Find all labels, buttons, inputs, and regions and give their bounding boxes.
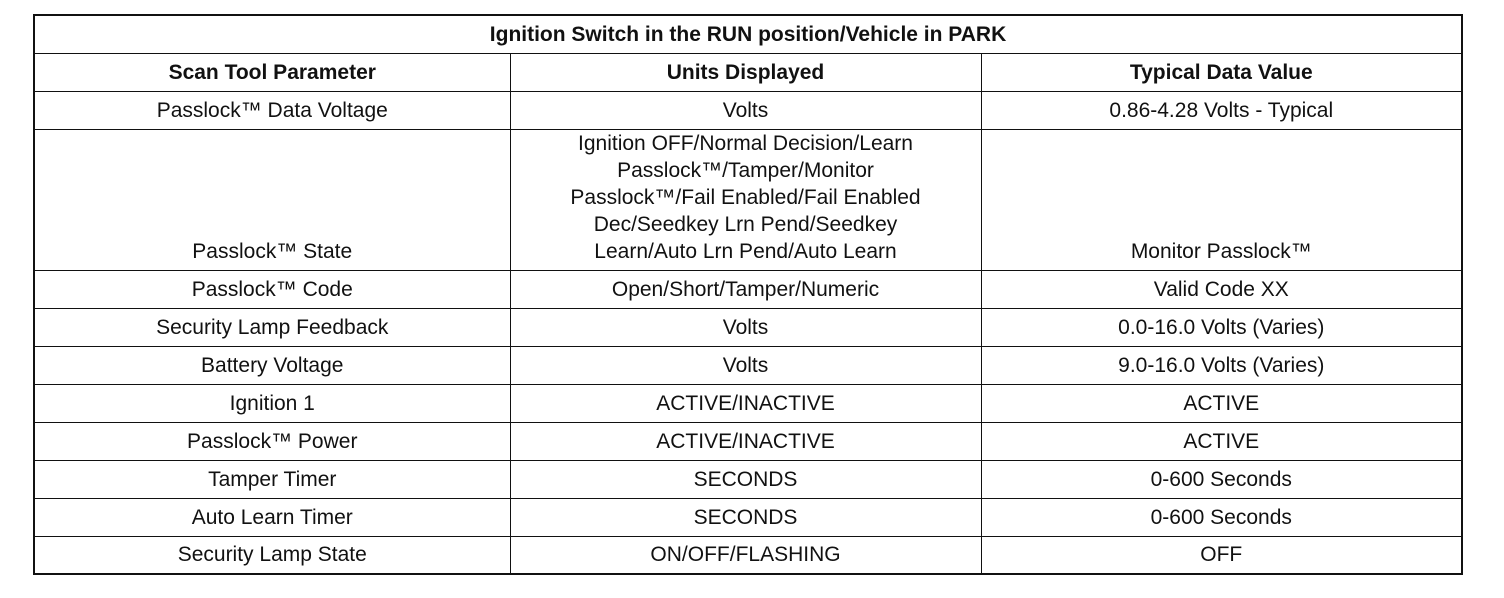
header-units-displayed: Units Displayed — [510, 53, 981, 91]
units-cell: Ignition OFF/Normal Decision/Learn Passlock™/Tamper/Monitor Passlock™/Fail Enabled/Fail Enabled Dec/Seedkey Lrn Pend/Seedkey Learn/Auto Lrn Pend/Auto Learn — [510, 129, 981, 270]
typical-value-cell: 9.0-16.0 Volts (Varies) — [981, 346, 1462, 384]
parameter-cell: Security Lamp State — [34, 536, 510, 574]
typical-value-cell: OFF — [981, 536, 1462, 574]
table-row — [34, 384, 1462, 422]
units-cell: ACTIVE/INACTIVE — [510, 384, 981, 422]
units-cell: ACTIVE/INACTIVE — [510, 422, 981, 460]
units-cell: ON/OFF/FLASHING — [510, 536, 981, 574]
header-scan-tool-parameter: Scan Tool Parameter — [34, 53, 510, 91]
units-cell: Open/Short/Tamper/Numeric — [510, 270, 981, 308]
table-row — [34, 536, 1462, 574]
parameter-cell: Passlock™ Data Voltage — [34, 91, 510, 129]
typical-value-cell: 0.0-16.0 Volts (Varies) — [981, 308, 1462, 346]
typical-value-cell: ACTIVE — [981, 422, 1462, 460]
parameter-cell: Security Lamp Feedback — [34, 308, 510, 346]
table-row — [34, 460, 1462, 498]
table-row — [34, 91, 1462, 129]
typical-value-cell: 0-600 Seconds — [981, 498, 1462, 536]
table-title: Ignition Switch in the RUN position/Vehicle in PARK — [34, 15, 1462, 53]
typical-value-cell: Valid Code XX — [981, 270, 1462, 308]
units-cell: SECONDS — [510, 498, 981, 536]
typical-value-cell: 0.86-4.28 Volts - Typical — [981, 91, 1462, 129]
table-row — [34, 422, 1462, 460]
table-row — [34, 270, 1462, 308]
table-header-row — [34, 53, 1462, 91]
parameter-cell: Ignition 1 — [34, 384, 510, 422]
units-cell: Volts — [510, 91, 981, 129]
scan-tool-data-table — [33, 14, 1463, 575]
typical-value-cell: 0-600 Seconds — [981, 460, 1462, 498]
table-row — [34, 308, 1462, 346]
typical-value-cell: Monitor Passlock™ — [981, 129, 1462, 270]
table-row — [34, 498, 1462, 536]
parameter-cell: Passlock™ State — [34, 129, 510, 270]
units-cell: SECONDS — [510, 460, 981, 498]
parameter-cell: Passlock™ Code — [34, 270, 510, 308]
units-cell: Volts — [510, 308, 981, 346]
units-cell: Volts — [510, 346, 981, 384]
typical-value-cell: ACTIVE — [981, 384, 1462, 422]
header-typical-data-value: Typical Data Value — [981, 53, 1462, 91]
table-title-row — [34, 15, 1462, 53]
table-row — [34, 346, 1462, 384]
parameter-cell: Tamper Timer — [34, 460, 510, 498]
scan-tool-data-sheet — [33, 14, 1461, 575]
table-row — [34, 129, 1462, 270]
parameter-cell: Battery Voltage — [34, 346, 510, 384]
parameter-cell: Auto Learn Timer — [34, 498, 510, 536]
parameter-cell: Passlock™ Power — [34, 422, 510, 460]
